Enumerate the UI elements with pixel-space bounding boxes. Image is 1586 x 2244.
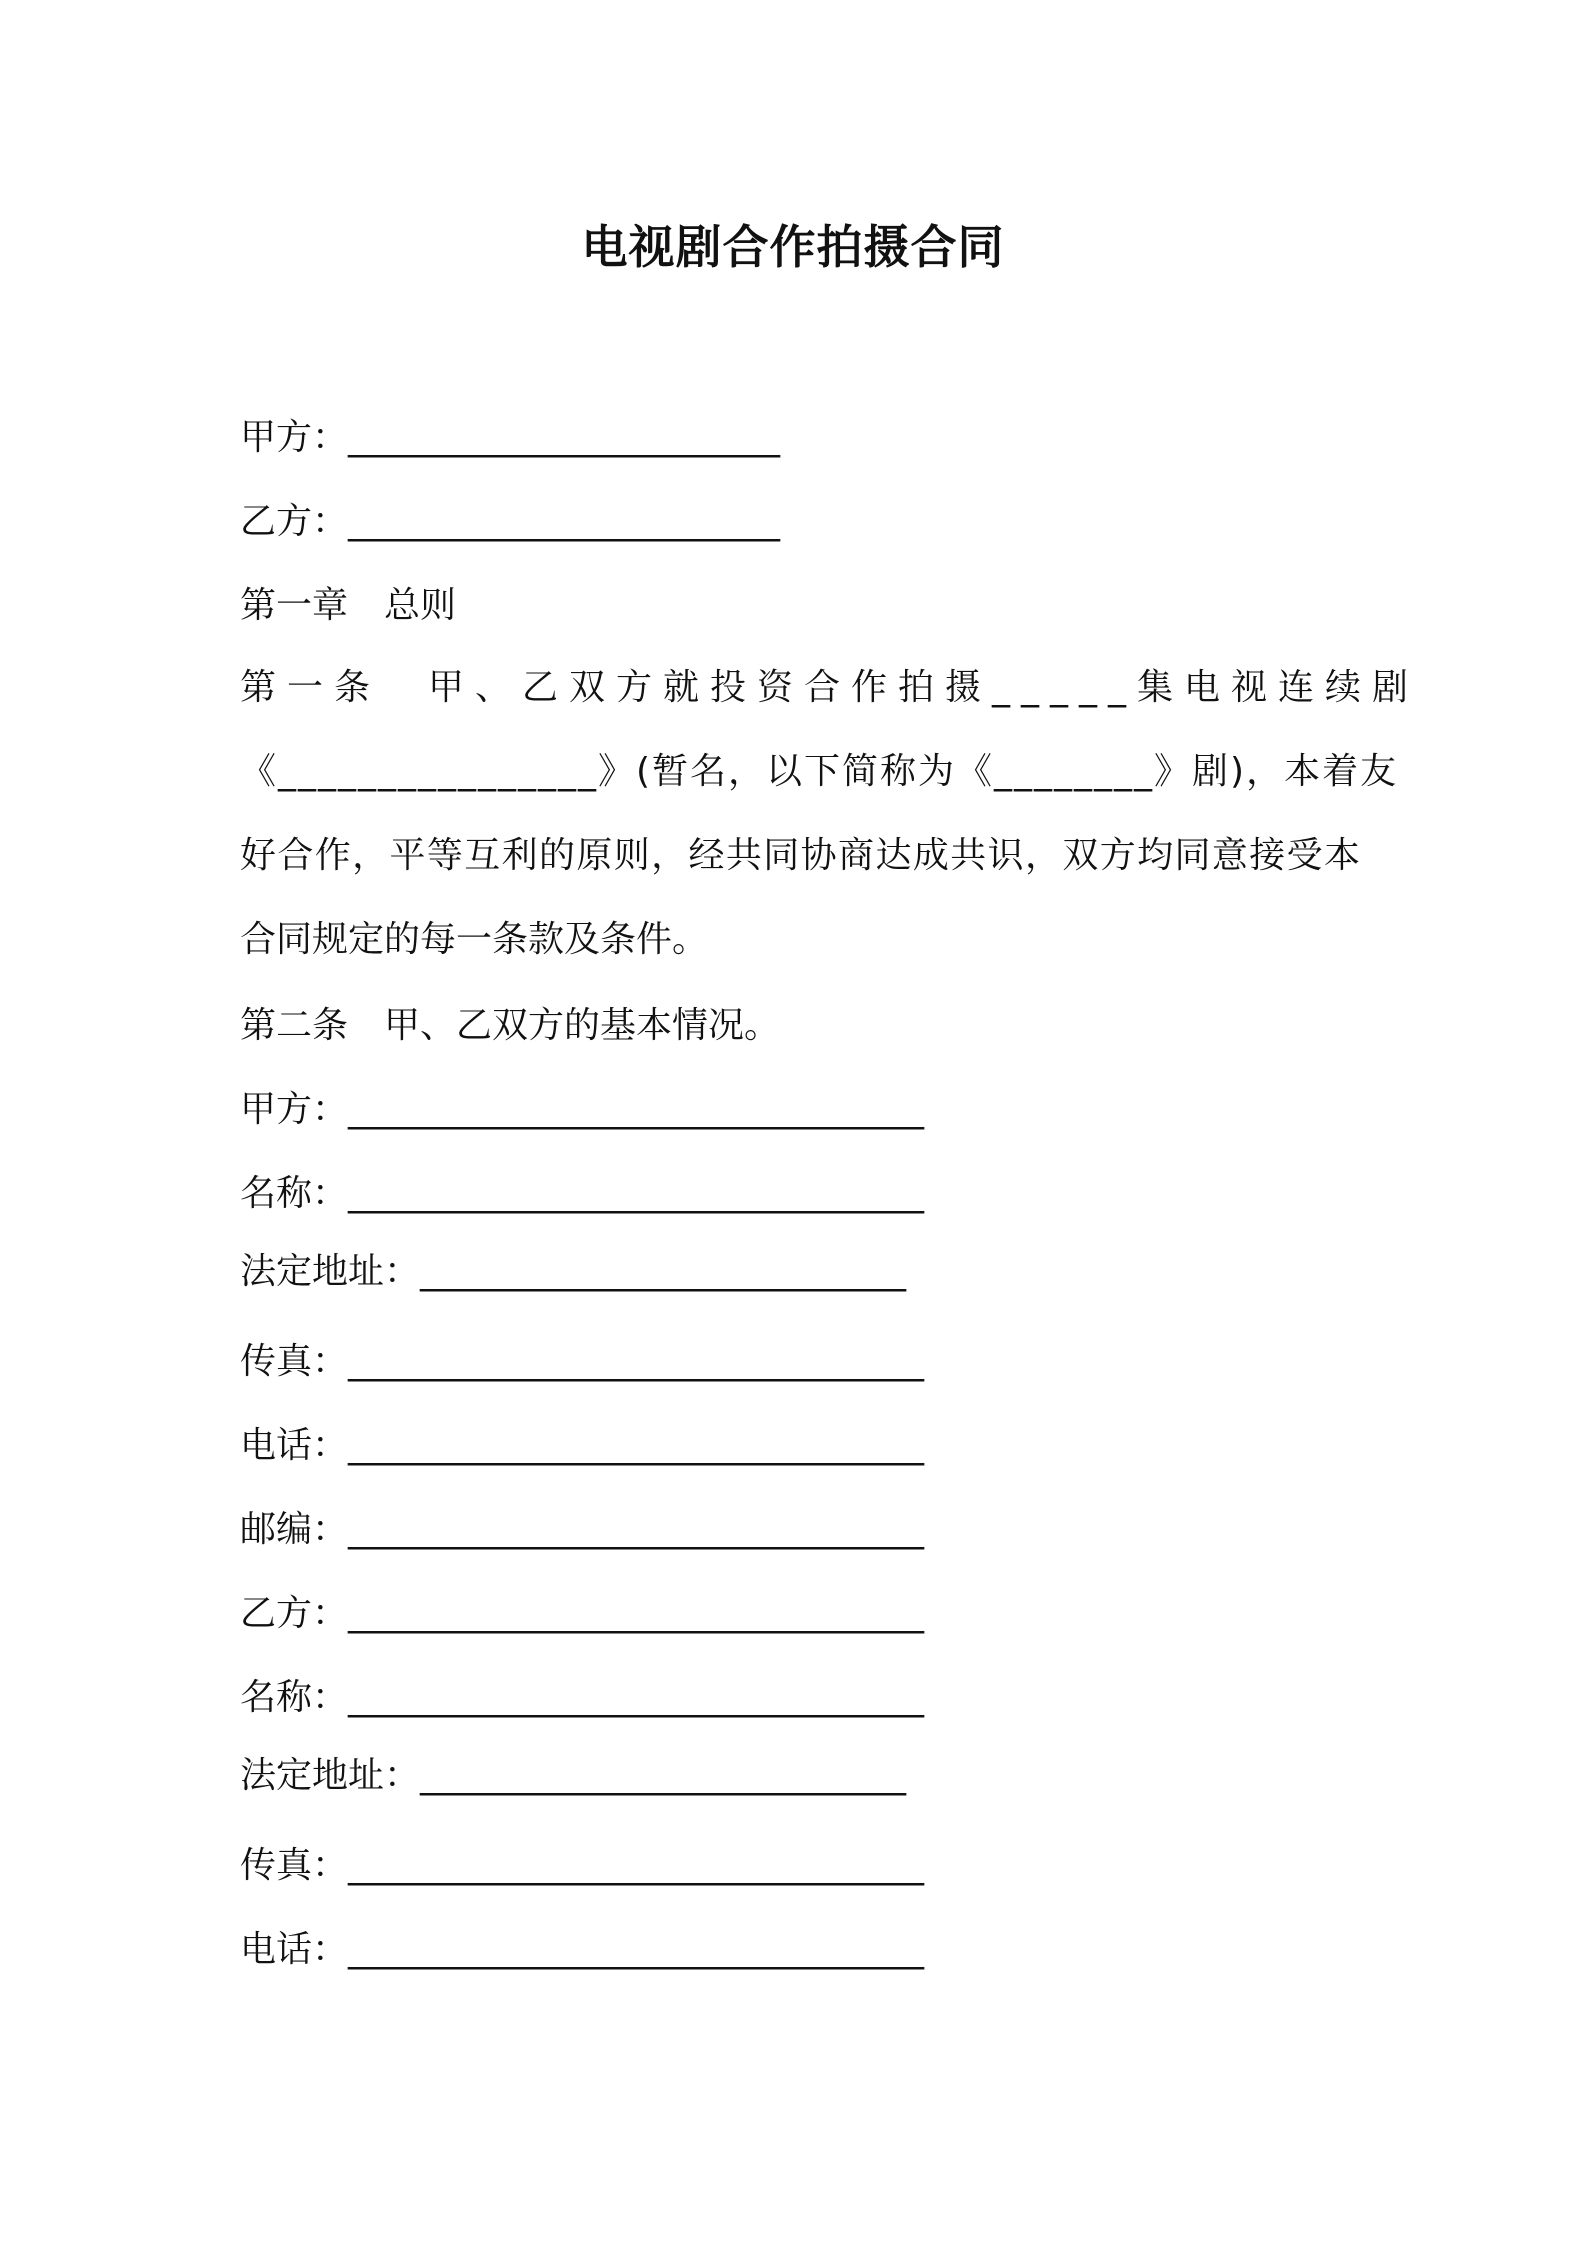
party-b-phone-field: 电话：________________________________ bbox=[240, 1929, 925, 1970]
article-1-line-4: 合同规定的每一条款及条件。 bbox=[240, 919, 709, 960]
party-b-fax-field: 传真：________________________________ bbox=[240, 1845, 925, 1886]
article-2-heading: 第二条 甲、乙双方的基本情况。 bbox=[240, 1005, 781, 1046]
party-b-header: 乙方：________________________ bbox=[240, 501, 781, 542]
article-1-line-1: 第一条 甲、乙双方就投资合作拍摄_____集电视连续剧 bbox=[240, 667, 1420, 708]
article-1-line-3: 好合作，平等互利的原则，经共同协商达成共识，双方均同意接受本 bbox=[240, 835, 1360, 876]
party-a-header: 甲方：________________________ bbox=[240, 417, 781, 458]
chapter-1-heading: 第一章 总则 bbox=[240, 585, 457, 626]
party-a-address-field: 法定地址：___________________________ bbox=[240, 1251, 907, 1292]
party-a-postcode-field: 邮编：________________________________ bbox=[240, 1509, 925, 1550]
article-1-line-2: 《________________》(暂名，以下简称为《________》剧)，本着友 bbox=[240, 751, 1399, 792]
party-a-field: 甲方：________________________________ bbox=[240, 1089, 925, 1130]
party-b-name-field: 名称：________________________________ bbox=[240, 1677, 925, 1718]
document-title: 电视剧合作拍摄合同 bbox=[581, 220, 1005, 274]
party-b-address-field: 法定地址：___________________________ bbox=[240, 1755, 907, 1796]
party-a-name-field: 名称：________________________________ bbox=[240, 1173, 925, 1214]
article-1-paragraph bbox=[240, 646, 1420, 982]
party-a-fax-field: 传真：________________________________ bbox=[240, 1341, 925, 1382]
party-a-phone-field: 电话：________________________________ bbox=[240, 1425, 925, 1466]
party-b-field: 乙方：________________________________ bbox=[240, 1593, 925, 1634]
